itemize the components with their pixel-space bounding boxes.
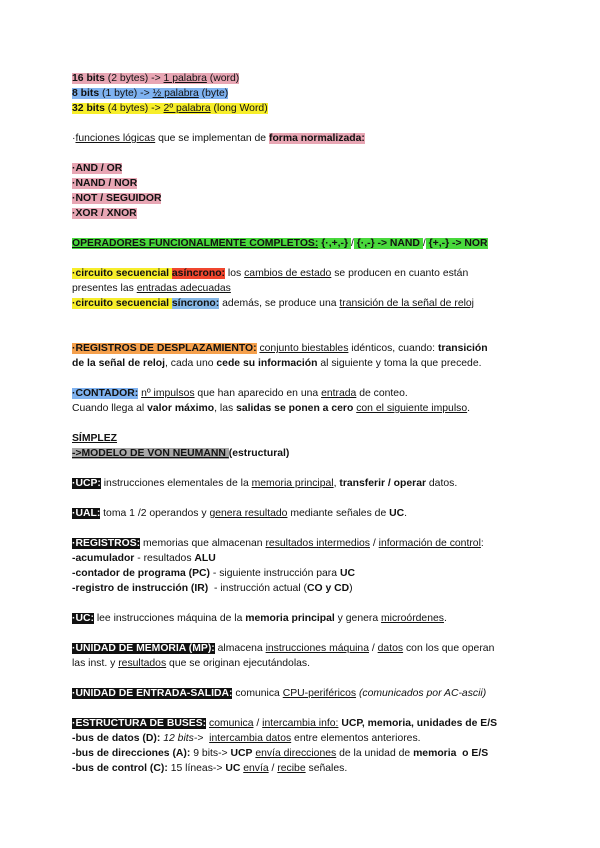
document-page bbox=[72, 71, 532, 776]
spacer bbox=[72, 521, 532, 536]
line-ucp: ·UCP: instrucciones elementales de la memoria principal, transferir / operar datos. bbox=[72, 478, 458, 489]
line-longword-size: 32 bits (4 bytes) -> 2º palabra (long Word) bbox=[72, 103, 268, 114]
spacer bbox=[72, 221, 532, 236]
line-registros-desplazamiento: ·REGISTROS DE DESPLAZAMIENTO: conjunto biestables idénticos, cuando: transición bbox=[72, 343, 488, 354]
spacer bbox=[72, 596, 532, 611]
line-ual: ·UAL: toma 1 /2 operandos y genera resultado mediante señales de UC. bbox=[72, 508, 408, 519]
spacer bbox=[72, 671, 532, 686]
line-circuito-asincrono: ·circuito secuencial asíncrono: los cambios de estado se producen en cuanto están bbox=[72, 268, 469, 279]
spacer bbox=[72, 416, 532, 431]
line-acumulador: -acumulador - resultados ALU bbox=[72, 553, 216, 564]
line-contador-cont: Cuando llega al valor máximo, las salidas se ponen a cero con el siguiente impulso. bbox=[72, 403, 470, 414]
line-registros: ·REGISTROS: memorias que almacenan resultados intermedios / información de control: bbox=[72, 538, 484, 549]
spacer bbox=[72, 491, 532, 506]
line-uc: ·UC: lee instrucciones máquina de la memoria principal y genera microórdenes. bbox=[72, 613, 447, 624]
term-32-bits: 32 bits bbox=[72, 103, 105, 114]
line-circuito-sincrono: ·circuito secuencial síncrono: además, se produce una transición de la señal de reloj bbox=[72, 298, 474, 309]
line-circuito-asincrono-cont: presentes las entradas adecuadas bbox=[72, 283, 231, 294]
line-estructura-buses: ·ESTRUCTURA DE BUSES: comunica / intercambia info: UCP, memoria, unidades de E/S bbox=[72, 718, 498, 729]
heading-operadores: OPERADORES FUNCIONALMENTE COMPLETOS: bbox=[72, 238, 319, 249]
term-16-bits: 16 bits bbox=[72, 73, 105, 84]
line-registros-desplazamiento-cont: de la señal de reloj, cada uno cede su información al siguiente y toma la que precede. bbox=[72, 358, 482, 369]
spacer bbox=[72, 311, 532, 326]
heading-simplez: SÍMPLEZ bbox=[72, 433, 118, 444]
spacer bbox=[72, 116, 532, 131]
gate-xor-xnor: ·XOR / XNOR bbox=[72, 208, 137, 219]
line-unidad-memoria: ·UNIDAD DE MEMORIA (MP): almacena instrucciones máquina / datos con los que operan bbox=[72, 643, 495, 654]
line-registro-instruccion: -registro de instrucción (IR) - instrucción actual (CO y CD) bbox=[72, 583, 353, 594]
spacer bbox=[72, 626, 532, 641]
gate-and-or: ·AND / OR bbox=[72, 163, 123, 174]
line-bus-control: -bus de control (C): 15 líneas-> UC envía / recibe señales. bbox=[72, 763, 348, 774]
line-funciones-logicas: ·funciones lógicas que se implementan de forma normalizada: bbox=[72, 133, 365, 144]
spacer bbox=[72, 326, 532, 341]
spacer bbox=[72, 461, 532, 476]
gate-not-seguidor: ·NOT / SEGUIDOR bbox=[72, 193, 162, 204]
line-bus-direcciones: -bus de direcciones (A): 9 bits-> UCP envía direcciones de la unidad de memoria o E/S bbox=[72, 748, 489, 759]
gate-nand-nor: ·NAND / NOR bbox=[72, 178, 138, 189]
heading-von-neumann: ->MODELO DE VON NEUMANN (estructural) bbox=[72, 448, 290, 459]
spacer bbox=[72, 371, 532, 386]
line-contador: ·CONTADOR: nº impulsos que han aparecido en una entrada de conteo. bbox=[72, 388, 408, 399]
line-contador-programa: -contador de programa (PC) - siguiente instrucción para UC bbox=[72, 568, 355, 579]
line-bus-datos: -bus de datos (D): 12 bits-> intercambia datos entre elementos anteriores. bbox=[72, 733, 421, 744]
line-unidad-es: ·UNIDAD DE ENTRADA-SALIDA: comunica CPU-periféricos (comunicados por AC-ascii) bbox=[72, 688, 487, 699]
spacer bbox=[72, 251, 532, 266]
term-8-bits: 8 bits bbox=[72, 88, 100, 99]
spacer bbox=[72, 701, 532, 716]
line-byte-size: 8 bits (1 byte) -> ½ palabra (byte) bbox=[72, 88, 229, 99]
line-word-size: 16 bits (2 bytes) -> 1 palabra (word) bbox=[72, 73, 240, 84]
line-operadores-completos: OPERADORES FUNCIONALMENTE COMPLETOS: {·,+,-} / {·,-} -> NAND / {+,-} -> NOR bbox=[72, 238, 488, 249]
spacer bbox=[72, 146, 532, 161]
line-unidad-memoria-cont: las inst. y resultados que se originan ejecutándolas. bbox=[72, 658, 310, 669]
